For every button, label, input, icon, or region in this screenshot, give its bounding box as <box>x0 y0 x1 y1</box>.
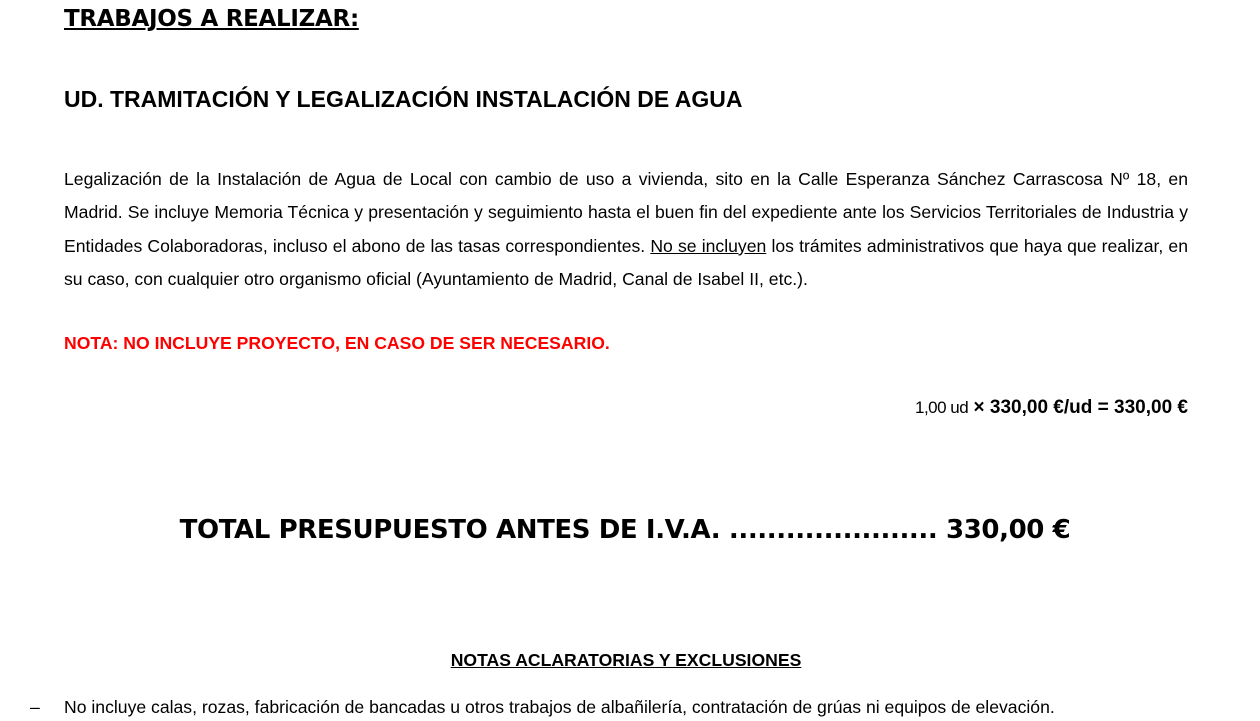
item-note: NOTA: NO INCLUYE PROYECTO, EN CASO DE SER NECESARIO. <box>64 333 610 353</box>
total-budget <box>0 515 1250 545</box>
price-line <box>915 397 1188 419</box>
total-amount: 330,00 € <box>946 515 1071 545</box>
total-label: TOTAL PRESUPUESTO ANTES DE I.V.A. ...................... <box>179 515 938 545</box>
item-description <box>64 163 1188 297</box>
section-heading: TRABAJOS A REALIZAR: <box>64 6 359 32</box>
equals-sign: = <box>1097 397 1109 418</box>
list-item <box>0 695 1260 719</box>
description-exclusion-underlined: No se incluyen <box>650 235 767 256</box>
description-text-part1: Legalización de la Instalación de Agua de Local con cambio de uso a vivienda, sito en la Calle Esperanza Sánchez Carrascosa Nº 18, en Madrid. Se incluye Memoria Técnica y presentación y seguimiento hasta el buen fin del expediente ante los Servicios Territoriales de Industria y Entidades Colaboradoras, incluso el abono de las tasas correspondientes. <box>64 169 1188 256</box>
line-total: 330,00 € <box>1114 397 1188 418</box>
item-title: UD. TRAMITACIÓN Y LEGALIZACIÓN INSTALACIÓN DE AGUA <box>64 86 743 112</box>
dash-bullet-icon: – <box>30 697 40 717</box>
notes-heading: NOTAS ACLARATORIAS Y EXCLUSIONES <box>450 650 802 670</box>
note-item-text: No incluye calas, rozas, fabricación de bancadas u otros trabajos de albañilería, contratación de grúas ni equipos de elevación. <box>64 697 1055 717</box>
multiply-sign: × <box>973 397 985 418</box>
description-text-part2: los trámites administrativos que haya que realizar, en su caso, con cualquier otro organismo oficial (Ayuntamiento de Madrid, Canal de Isabel II, etc.). <box>64 235 1188 290</box>
notes-list <box>0 695 1260 719</box>
unit-price: 330,00 €/ud <box>989 397 1093 418</box>
quantity: 1,00 ud <box>915 398 969 417</box>
